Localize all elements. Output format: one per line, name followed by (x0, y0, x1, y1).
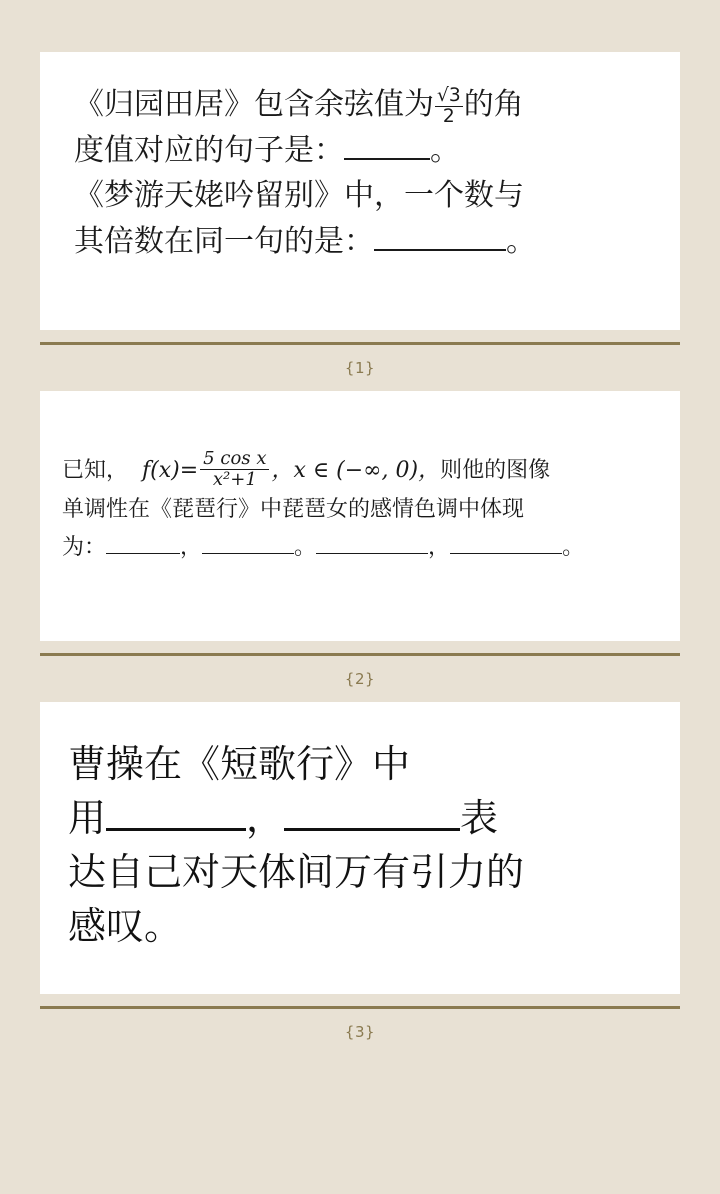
question-2-line-1 (62, 449, 658, 491)
answer-blank[interactable] (106, 553, 180, 554)
formula-denominator: x²+1 (200, 469, 269, 490)
question-2-text (62, 449, 658, 568)
separator-label-1: {1} (344, 359, 376, 377)
separator-2 (40, 653, 680, 702)
question-3-line-2-mid: ， (246, 795, 285, 840)
fraction-numerator: √3 (437, 85, 461, 107)
question-1-line-4-pre: 其倍数在同一句的是： (74, 223, 374, 259)
question-card-2 (40, 391, 680, 641)
document-page (0, 52, 720, 1194)
question-2-line-3-pre: 为： (62, 535, 107, 561)
fraction-denominator: 2 (435, 106, 463, 127)
question-2-line-2 (62, 491, 658, 530)
separator-label-2: {2} (344, 670, 376, 688)
question-1-line-1-pre: 《归园田居》包含余弦值为 (74, 87, 434, 122)
question-1-line-2-post: 。 (430, 132, 460, 168)
answer-blank[interactable] (374, 249, 506, 251)
question-card-3 (40, 702, 680, 994)
question-2-line-3 (62, 529, 658, 568)
answer-blank[interactable] (202, 553, 294, 554)
question-3-line-3: 达自己对天体间万有引力的 (68, 849, 525, 894)
question-1-line-3-pre: 《梦游天姥吟留别》中，一个数与 (74, 178, 524, 214)
question-2-line-2-pre: 单调性在《琵琶行》中琵琶女的感情色调中体现 (62, 496, 525, 522)
separator-comma-1: ， (180, 535, 203, 561)
question-3-line-2-pre: 用 (68, 795, 107, 840)
answer-blank[interactable] (450, 553, 562, 554)
formula-fraction (200, 449, 269, 490)
question-1-line-1 (74, 82, 646, 128)
answer-blank[interactable] (106, 828, 246, 831)
question-3-line-4: 感叹。 (68, 903, 183, 948)
question-1-text (74, 82, 646, 264)
formula-function-name: f(x)= (142, 458, 199, 484)
separator-3 (40, 1006, 680, 1055)
question-2-line-1-post: 则他的图像 (440, 458, 551, 484)
question-1-line-2 (74, 128, 646, 174)
question-1-line-1-post: 的角 (463, 87, 524, 122)
answer-blank[interactable] (344, 158, 430, 160)
question-3-line-1: 曹操在《短歌行》中 (68, 742, 411, 786)
question-3-text (68, 738, 652, 954)
question-1-line-4-post: 。 (506, 223, 536, 259)
question-3-line-2-post: 表 (460, 795, 499, 840)
answer-blank[interactable] (316, 553, 428, 554)
separator-comma-2: ， (428, 535, 451, 561)
answer-blank[interactable] (284, 828, 460, 831)
separator-1 (40, 342, 680, 391)
formula-domain: ，x ∈ (−∞, 0)， (271, 458, 441, 484)
fraction-sqrt3-over-2 (435, 86, 463, 126)
separator-period-2: 。 (562, 535, 585, 561)
question-1-line-2-pre: 度值对应的句子是： (74, 132, 344, 168)
question-1-line-4 (74, 219, 646, 265)
separator-label-3: {3} (344, 1022, 376, 1041)
question-2-line-1-pre: 已知， (62, 458, 129, 484)
separator-period-1: 。 (294, 535, 317, 561)
question-1-line-3 (74, 173, 646, 219)
formula-numerator: 5 cos x (203, 448, 267, 469)
question-3-line-2 (68, 792, 652, 846)
question-card-1 (40, 52, 680, 330)
